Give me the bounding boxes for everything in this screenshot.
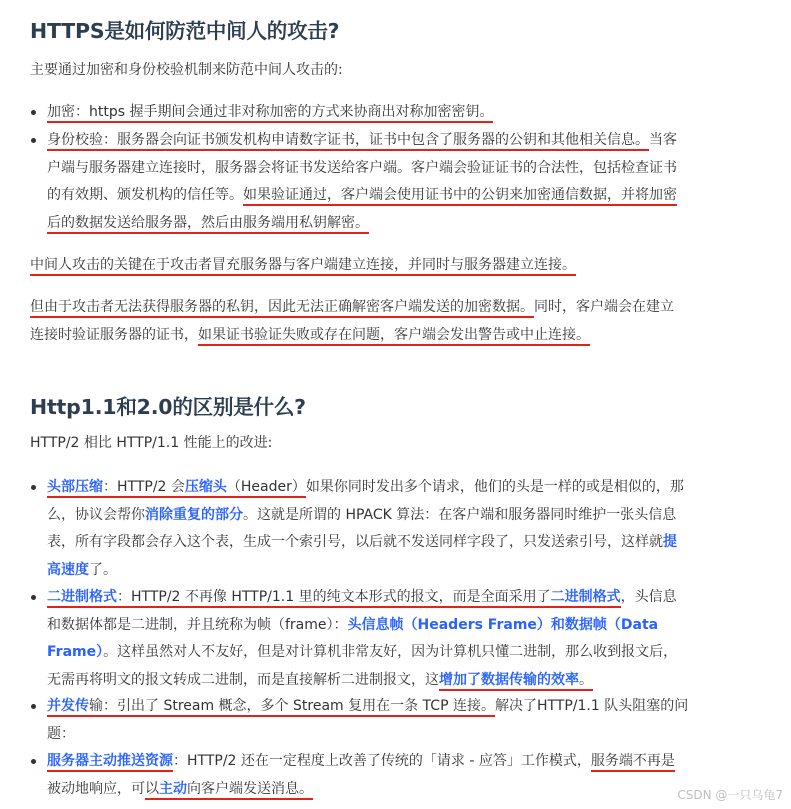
https-intro: 主要通过加密和身份校验机制来防范中间人攻击的: xyxy=(30,62,343,78)
private-key-text-b: 同时，客户端会在建立 xyxy=(534,299,674,315)
bullet xyxy=(31,138,36,143)
http2-intro: HTTP/2 相比 HTTP/1.1 性能上的改进: xyxy=(30,435,273,451)
identity-text-f: 后的数据发送给服务器，然后由服务端用私钥解密。 xyxy=(47,215,369,234)
bullet xyxy=(31,704,36,709)
bullet xyxy=(31,485,36,490)
list-item-encryption xyxy=(47,99,775,127)
list-item-concurrency: 并发传输：引出了 Stream 概念，多个 Stream 复用在一条 TCP 连接。解决了HTTP/1.1 队头阻塞的问 题： xyxy=(47,693,775,748)
csdn-watermark: CSDN @一只乌龟7 xyxy=(677,788,783,802)
keyword-binary-format: 二进制格式 xyxy=(47,589,117,605)
keyword-concurrency: 并发传 xyxy=(47,698,89,714)
private-key-text-a: 但由于攻击者无法获得服务器的私钥，因此无法正确解密客户端发送的加密数据。 xyxy=(30,299,534,318)
list-item-identity xyxy=(47,127,775,237)
section-title-https: HTTPS是如何防范中间人的攻击? xyxy=(30,19,340,43)
keyword-header-compression: 头部压缩 xyxy=(47,479,103,495)
bullet xyxy=(31,595,36,600)
bullet xyxy=(31,110,36,115)
list-item-header-compression: 头部压缩：HTTP/2 会压缩头（Header）如果你同时发出多个请求，他们的头是一样的或是相似的，那 么，协议会帮你消除重复的部分。这就是所谓的 HPACK 算法：在客户端和服务器同时维护一张头信息 表，所有字段都会存入这个表，生成一个索引号，以后就不发送同样字段了，只发送索引号，这样就提 高速度了。 xyxy=(47,474,775,584)
identity-text-b: 当客 xyxy=(649,132,677,148)
private-key-text-d: 如果证书验证失败或存在问题，客户端会发出警告或中止连接。 xyxy=(198,327,590,346)
bullet xyxy=(31,759,36,764)
list-item-server-push: 服务器主动推送资源：HTTP/2 还在一定程度上改善了传统的「请求 - 应答」工作模式，服务端不再是 被动地响应，可以主动向客户端发送消息。 xyxy=(47,748,775,803)
identity-text-d: 的有效期、颁发机构的信任等。 xyxy=(47,187,243,203)
identity-text-e: 如果验证通过，客户端会使用证书中的公钥来加密通信数据，并将加密 xyxy=(243,187,677,206)
identity-text-a: 身份校验：服务器会向证书颁发机构申请数字证书，证书中包含了服务器的公钥和其他相关信息。 xyxy=(47,132,649,151)
mitm-text: 中间人攻击的关键在于攻击者冒充服务器与客户端建立连接，并同时与服务器建立连接。 xyxy=(30,257,576,276)
mitm-paragraph xyxy=(30,251,770,279)
identity-text-c: 户端与服务器建立连接时，服务器会将证书发送给客户端。客户端会验证证书的合法性，包括检查证书 xyxy=(47,159,677,176)
list-item-binary-format: 二进制格式：HTTP/2 不再像 HTTP/1.1 里的纯文本形式的报文，而是全面采用了二进制格式，头信息 和数据体都是二进制，并且统称为帧（frame）：头信息帧（Headers Frame）和数据帧（Data Frame）。这样虽然对人不友好，但是对计算机非常友好，因为计算机只懂二进制，那么收到报文后， 无需再将明文的报文转成二进制，而是直接解析二进制报文，这增加了数据传输的效率。 xyxy=(47,584,775,694)
private-key-paragraph xyxy=(30,293,770,349)
section-title-http2: Http1.1和2.0的区别是什么? xyxy=(30,395,306,419)
keyword-server-push: 服务器主动推送资源 xyxy=(47,753,173,769)
private-key-text-c: 连接时验证服务器的证书， xyxy=(30,327,198,343)
encryption-text: 加密：https 握手期间会通过非对称加密的方式来协商出对称加密密钥。 xyxy=(47,104,493,123)
